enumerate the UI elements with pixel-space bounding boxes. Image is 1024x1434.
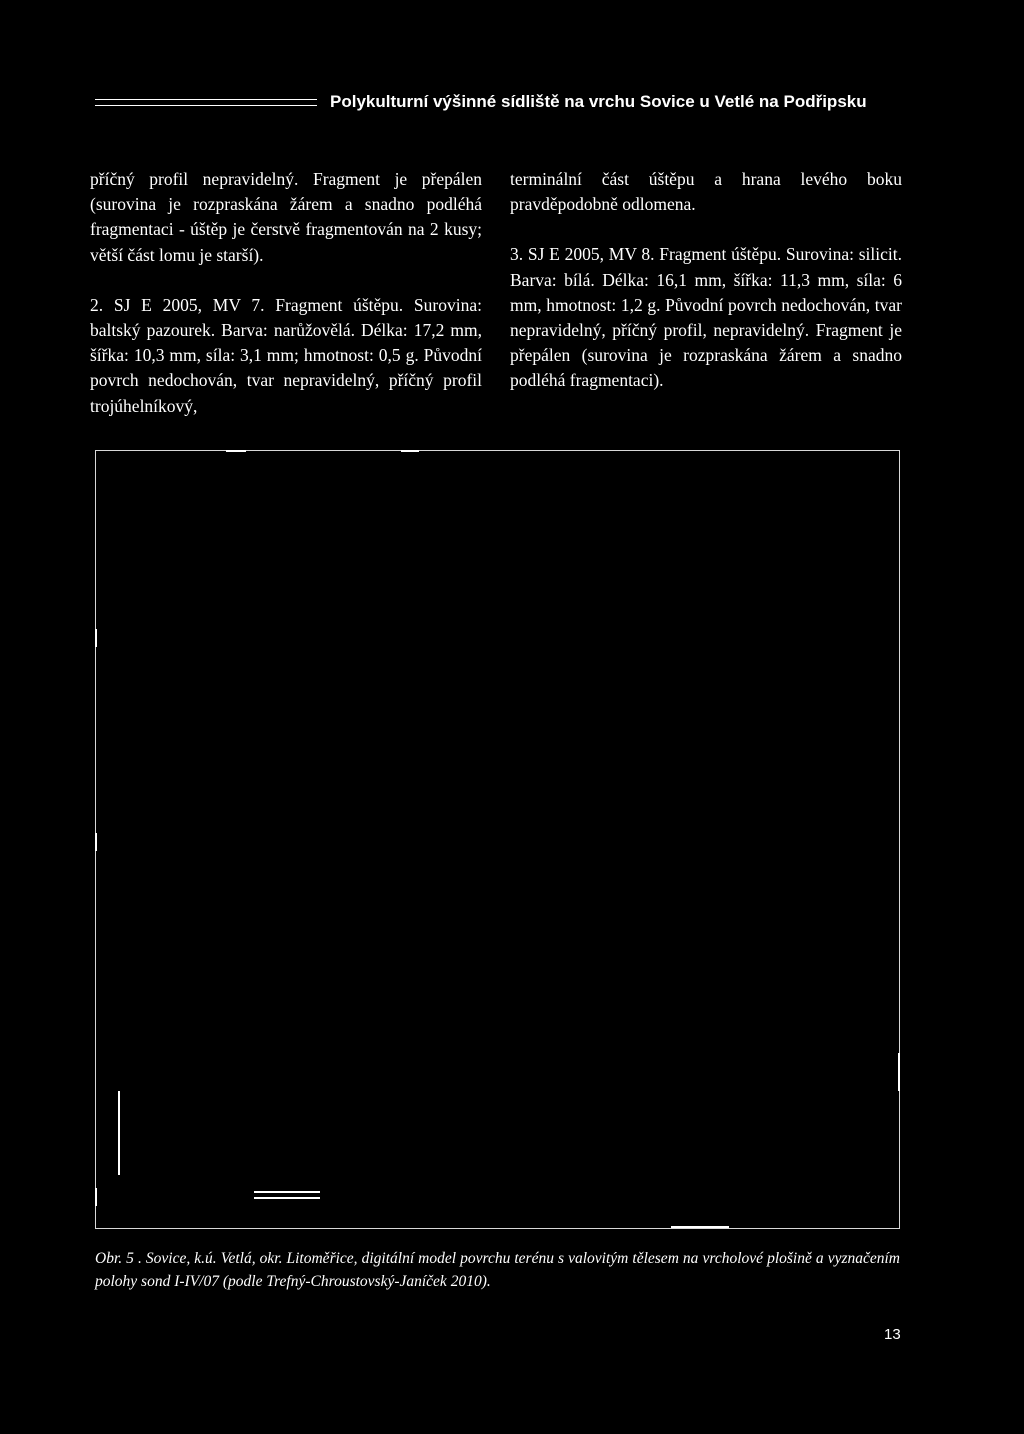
figure-top-tick-2	[401, 450, 419, 452]
running-header: Polykulturní výšinné sídliště na vrchu Sovice u Vetlé na Podřipsku	[330, 92, 867, 111]
figure-vertical-line	[118, 1091, 120, 1175]
scale-bar-line-2	[254, 1197, 320, 1199]
terrain-model-figure	[95, 450, 900, 1229]
figure-left-tick-1	[95, 629, 97, 647]
figure-right-tick	[898, 1053, 900, 1091]
left-paragraph-1: příčný profil nepravidelný. Fragment je přepálen (surovina je rozpraskána žárem a snadno podléhá fragmentaci - úštěp je čerstvě fragmentován na 2 kusy; větší část lomu je starší).	[90, 169, 482, 265]
figure-bottom-tick	[671, 1226, 729, 1228]
right-paragraph-2: 3. SJ E 2005, MV 8. Fragment úštěpu. Surovina: silicit. Barva: bílá. Délka: 16,1 mm, šířka: 11,3 mm, síla: 6 mm, hmotnost: 1,2 g. Původní povrch nedochován, tvar nepravidelný, příčný profil, nepravidelný. Fragment je přepálen (surovina je rozpraskána žárem a snadno podléhá fragmentaci).	[510, 244, 902, 391]
page-number: 13	[884, 1326, 901, 1343]
right-column	[510, 167, 902, 394]
figure-left-tick-3	[95, 1188, 97, 1206]
figure-caption: Obr. 5 . Sovice, k.ú. Vetlá, okr. Litoměřice, digitální model povrchu terénu s valovitým tělesem na vrcholové plošině a vyznačením polohy sond I-IV/07 (podle Trefný-Chroustovský-Janíček 2010).	[95, 1250, 900, 1290]
left-column	[90, 167, 482, 419]
scale-bar-line-1	[254, 1191, 320, 1193]
left-paragraph-2: 2. SJ E 2005, MV 7. Fragment úštěpu. Surovina: baltský pazourek. Barva: narůžovělá. Délka: 17,2 mm, šířka: 10,3 mm, síla: 3,1 mm; hmotnost: 0,5 g. Původní povrch nedochován, tvar nepravidelný, příčný profil trojúhelníkový,	[90, 294, 482, 416]
header-double-rule	[95, 99, 317, 106]
figure-left-tick-2	[95, 833, 97, 851]
right-paragraph-1: terminální část úštěpu a hrana levého boku pravděpodobně odlomena.	[510, 169, 902, 215]
figure-top-tick-1	[226, 450, 246, 452]
